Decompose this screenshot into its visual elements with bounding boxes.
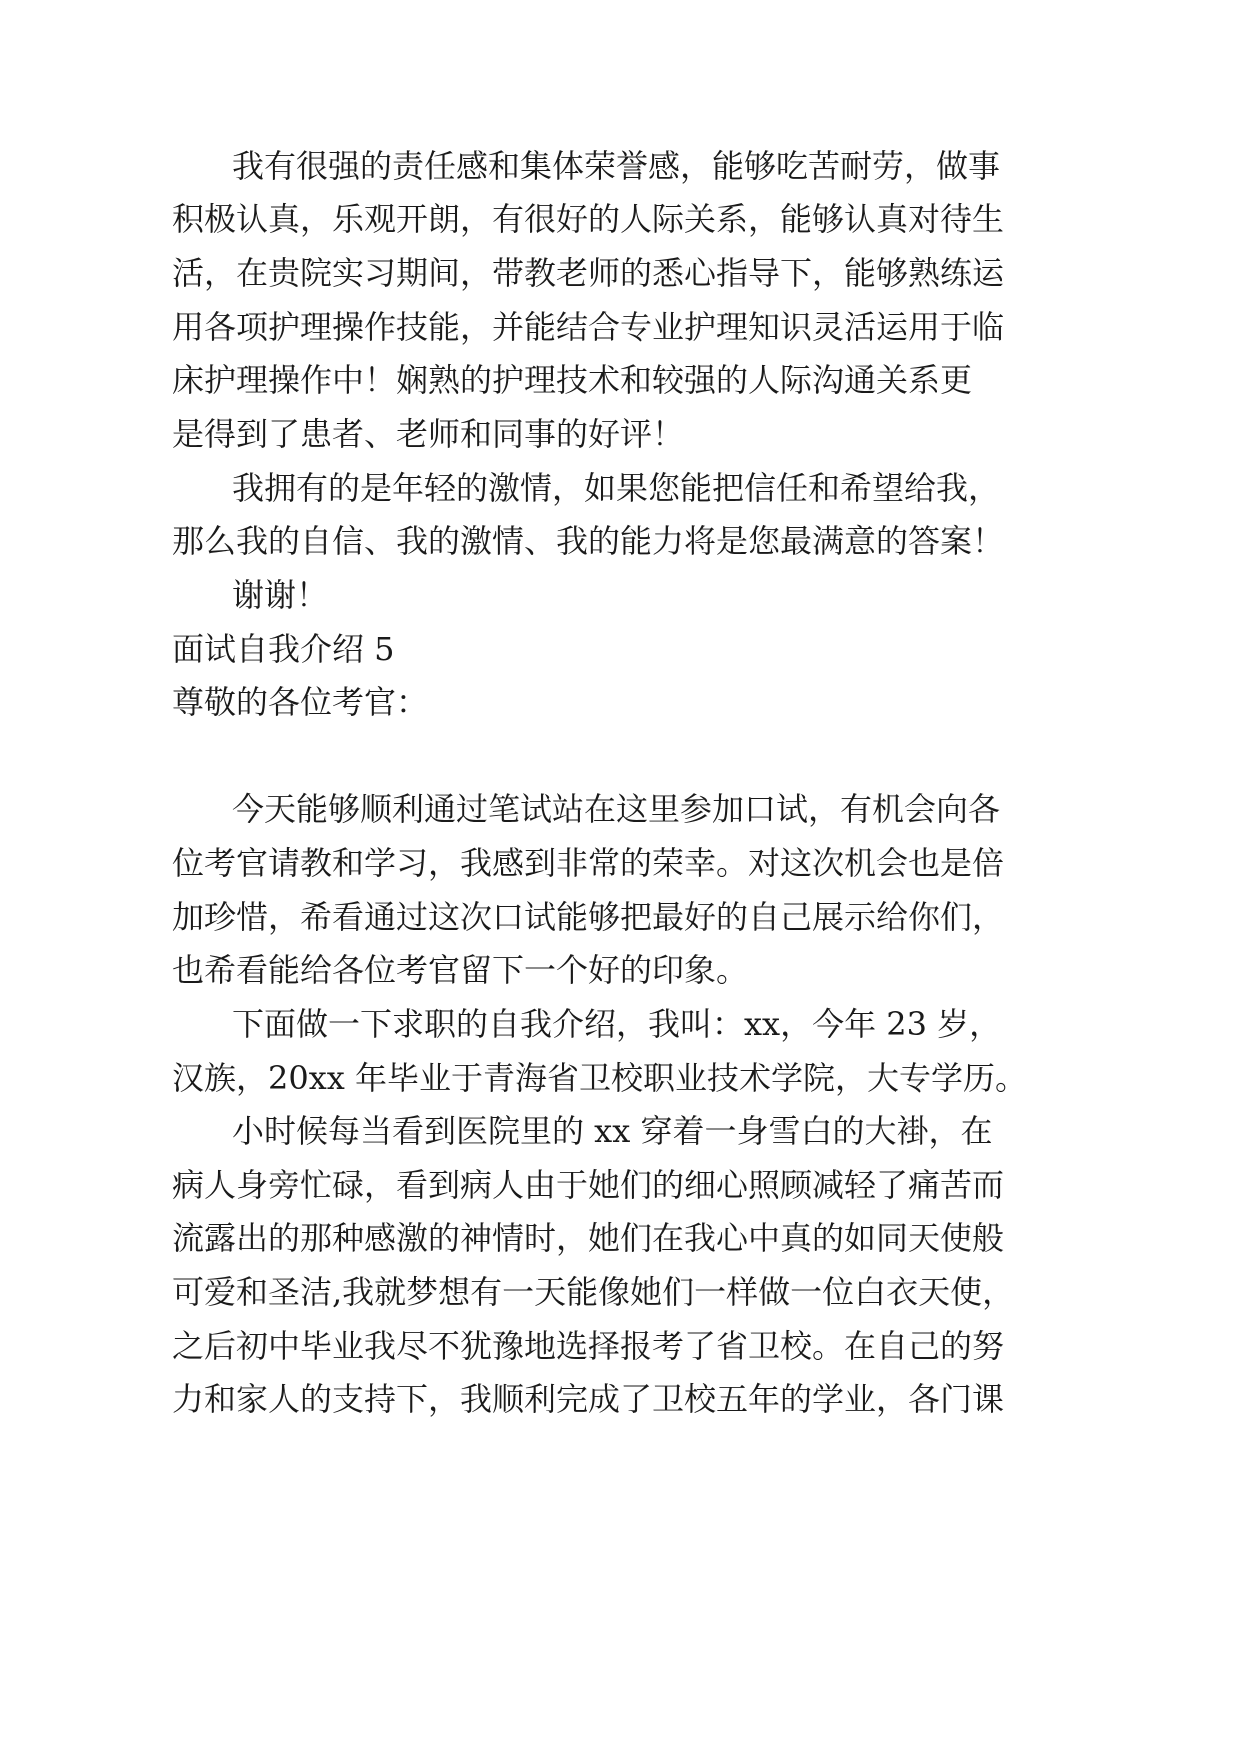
- text-line: 位考官请教和学习，我感到非常的荣幸。对这次机会也是倍: [172, 844, 1005, 882]
- text-line: 我有很强的责任感和集体荣誉感，能够吃苦耐劳，做事: [232, 147, 1001, 185]
- text-line: 力和家人的支持下，我顺利完成了卫校五年的学业，各门课: [172, 1380, 1005, 1418]
- text-line: 小时候每当看到医院里的 xx 穿着一身雪白的大褂，在: [232, 1112, 993, 1150]
- text-line: 下面做一下求职的自我介绍，我叫：xx，今年 23 岁，: [232, 1005, 1002, 1043]
- text-line: 流露出的那种感激的神情时，她们在我心中真的如同天使般: [172, 1219, 1005, 1257]
- text-line: 也希看能给各位考官留下一个好的印象。: [172, 951, 749, 989]
- salutation: 尊敬的各位考官：: [172, 683, 429, 721]
- text-line: 我拥有的是年轻的激情，如果您能把信任和希望给我，: [232, 469, 1001, 507]
- text-line: 今天能够顺利通过笔试站在这里参加口试，有机会向各: [232, 790, 1001, 828]
- text-line: 活，在贵院实习期间，带教老师的悉心指导下，能够熟练运: [172, 254, 1005, 292]
- text-line: 病人身旁忙碌，看到病人由于她们的细心照顾减轻了痛苦而: [172, 1166, 1005, 1204]
- text-line: 那么我的自信、我的激情、我的能力将是您最满意的答案！: [172, 522, 1005, 560]
- text-line: 加珍惜，希看通过这次口试能够把最好的自己展示给你们，: [172, 898, 1005, 936]
- text-line: 用各项护理操作技能，并能结合专业护理知识灵活运用于临: [172, 308, 1005, 346]
- text-line: 汉族，20xx 年毕业于青海省卫校职业技术学院，大专学历。: [172, 1059, 1027, 1097]
- text-line: 是得到了患者、老师和同事的好评！: [172, 415, 685, 453]
- closing-text: 谢谢！: [232, 576, 329, 614]
- section-heading: 面试自我介绍 5: [172, 630, 395, 668]
- text-line: 床护理操作中！娴熟的护理技术和较强的人际沟通关系更: [172, 361, 973, 399]
- text-line: 积极认真，乐观开朗，有很好的人际关系，能够认真对待生: [172, 200, 1005, 238]
- text-line: 之后初中毕业我尽不犹豫地选择报考了省卫校。在自己的努: [172, 1327, 1005, 1365]
- text-line: 可爱和圣洁,我就梦想有一天能像她们一样做一位白衣天使，: [172, 1273, 1015, 1311]
